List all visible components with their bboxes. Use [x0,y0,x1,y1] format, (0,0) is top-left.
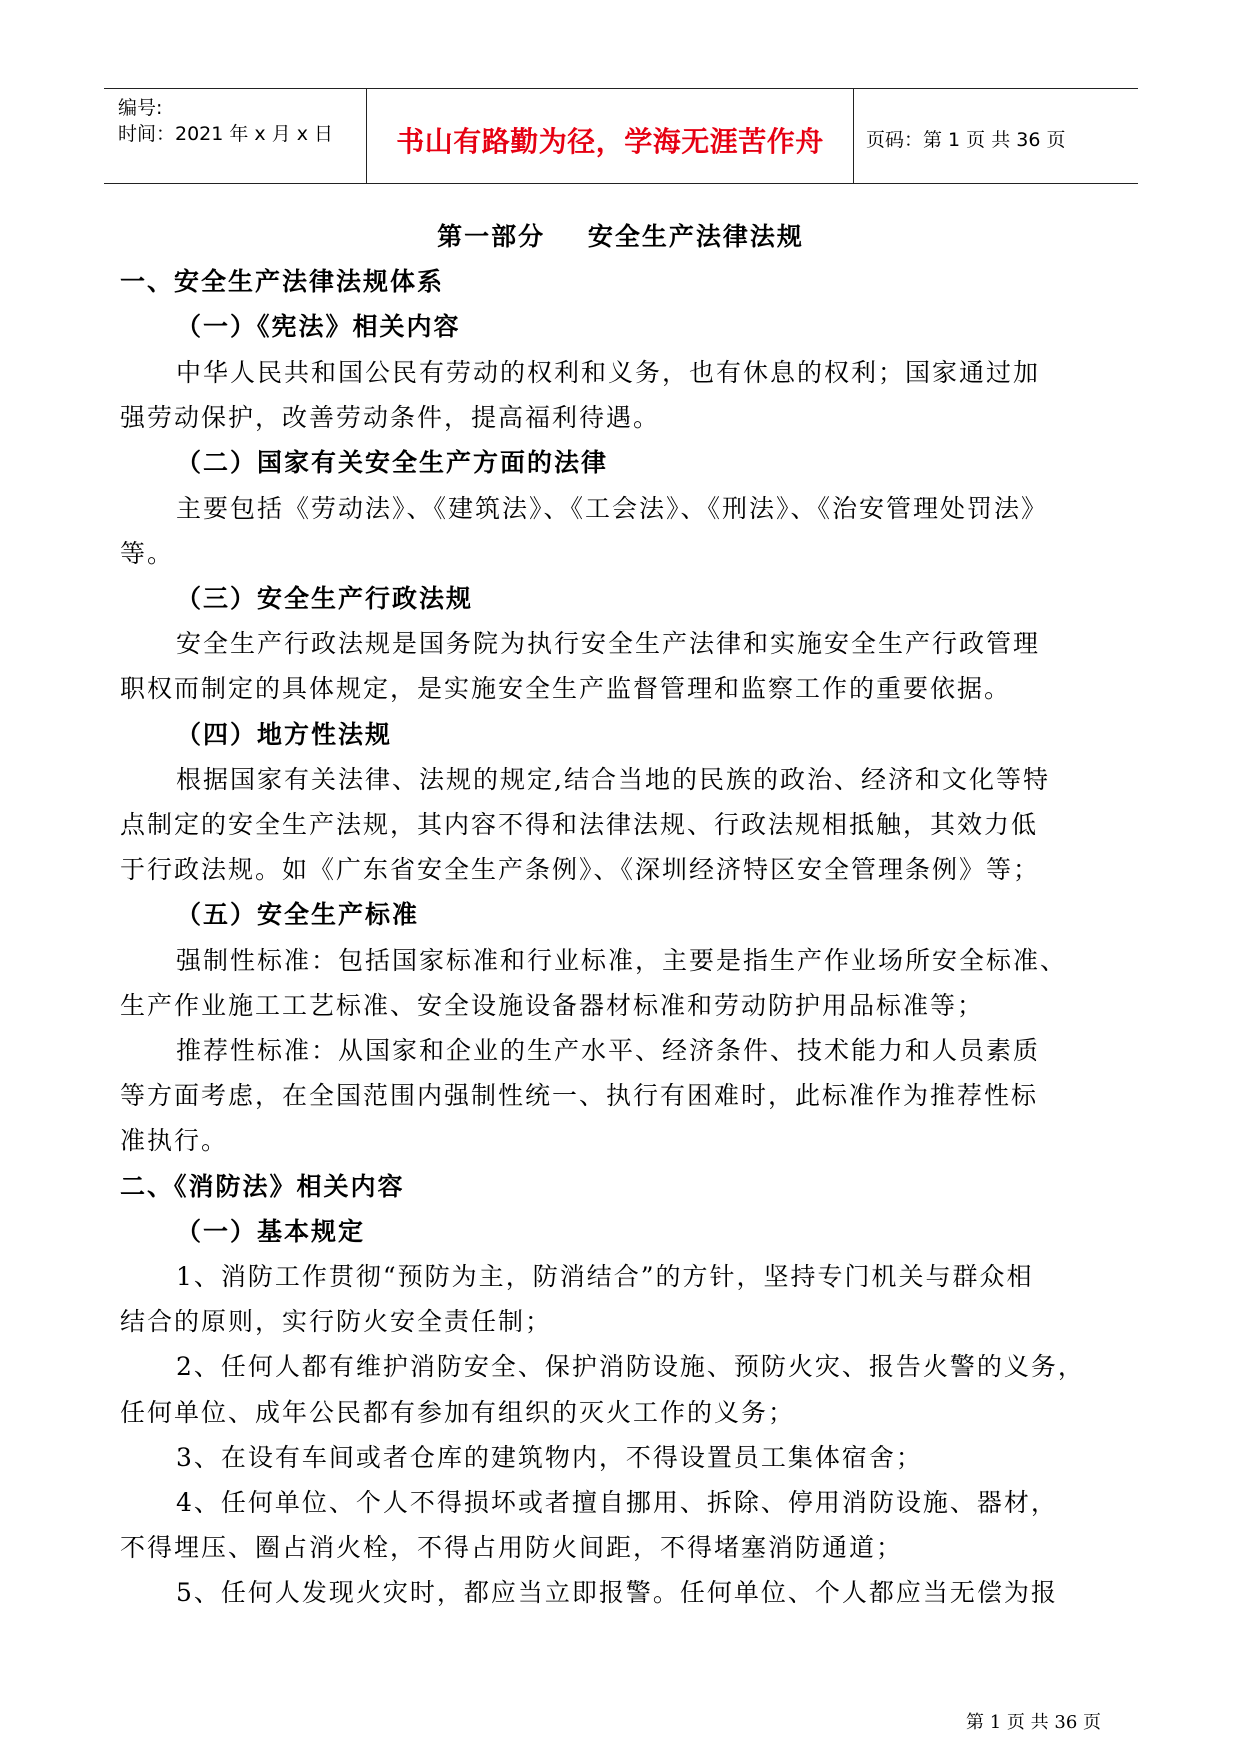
paragraph-line: 等方面考虑，在全国范围内强制性统一、执行有困难时，此标准作为推荐性标 [120,1081,1039,1110]
paragraph-line: 职权而制定的具体规定，是实施安全生产监督管理和监察工作的重要依据。 [120,674,1012,703]
paragraph-line: 于行政法规。如《广东省安全生产条例》、《深圳经济特区安全管理条例》等； [120,855,1041,884]
section-heading: 二、《消防法》相关内容 [120,1172,405,1201]
subsection-heading: （三）安全生产行政法规 [176,584,474,613]
document-number-label: 编号: [118,97,163,119]
paragraph-line: 推荐性标准：从国家和企业的生产水平、经济条件、技术能力和人员素质 [176,1036,1041,1065]
header-right-cell [854,89,1138,183]
header-motto: 书山有路勤为径，学海无涯苦作舟 [396,125,824,158]
page-footer: 第 1 页 共 36 页 [966,1712,1101,1733]
paragraph-line: 强制性标准：包括国家标准和行业标准，主要是指生产作业场所安全标准、 [176,946,1068,975]
paragraph-line: 不得埋压、圈占消火栓，不得占用防火间距，不得堵塞消防通道； [120,1533,904,1562]
section-heading: 一、安全生产法律法规体系 [120,267,445,296]
paragraph-line: 结合的原则，实行防火安全责任制； [120,1307,553,1336]
paragraph-line: 主要包括《劳动法》、《建筑法》、《工会法》、《刑法》、《治安管理处罚法》 [176,494,1049,523]
subsection-heading: （一）《宪法》相关内容 [176,312,461,341]
paragraph-line: 4、任何单位、个人不得损坏或者擅自挪用、拆除、停用消防设施、器材， [176,1488,1058,1517]
header-center-cell [366,89,854,183]
subsection-heading: （五）安全生产标准 [176,900,420,929]
paragraph-line: 等。 [120,539,175,568]
subsection-heading: （二）国家有关安全生产方面的法律 [176,448,609,477]
paragraph-line: 1、消防工作贯彻“预防为主，防消结合”的方针，坚持专门机关与群众相 [176,1262,1034,1291]
paragraph-line: 3、在设有车间或者仓库的建筑物内，不得设置员工集体宿舍； [176,1443,923,1472]
subsection-heading: （四）地方性法规 [176,720,393,749]
paragraph-line: 强劳动保护，改善劳动条件，提高福利待遇。 [120,403,661,432]
paragraph-line: 5、任何人发现火灾时，都应当立即报警。任何单位、个人都应当无偿为报 [176,1578,1058,1607]
document-header [104,88,1138,184]
paragraph-line: 点制定的安全生产法规，其内容不得和法律法规、行政法规相抵触，其效力低 [120,810,1039,839]
paragraph-line: 根据国家有关法律、法规的规定,结合当地的民族的政治、经济和文化等特 [176,765,1050,794]
document-title: 第一部分 安全生产法律法规 [437,222,804,251]
paragraph-line: 中华人民共和国公民有劳动的权利和义务，也有休息的权利；国家通过加 [176,358,1041,387]
subsection-heading: （一）基本规定 [176,1217,366,1246]
paragraph-line: 准执行。 [120,1126,229,1155]
document-time-label: 时间：2021 年 x 月 x 日 [118,123,334,145]
paragraph-line: 安全生产行政法规是国务院为执行安全生产法律和实施安全生产行政管理 [176,629,1041,658]
paragraph-line: 任何单位、成年公民都有参加有组织的灭火工作的义务； [120,1398,796,1427]
paragraph-line: 2、任何人都有维护消防安全、保护消防设施、预防火灾、报告火警的义务， [176,1352,1085,1381]
header-left-cell [104,89,366,183]
paragraph-line: 生产作业施工工艺标准、安全设施设备器材标准和劳动防护用品标准等； [120,991,985,1020]
header-page-label: 页码：第 1 页 共 36 页 [866,129,1066,151]
